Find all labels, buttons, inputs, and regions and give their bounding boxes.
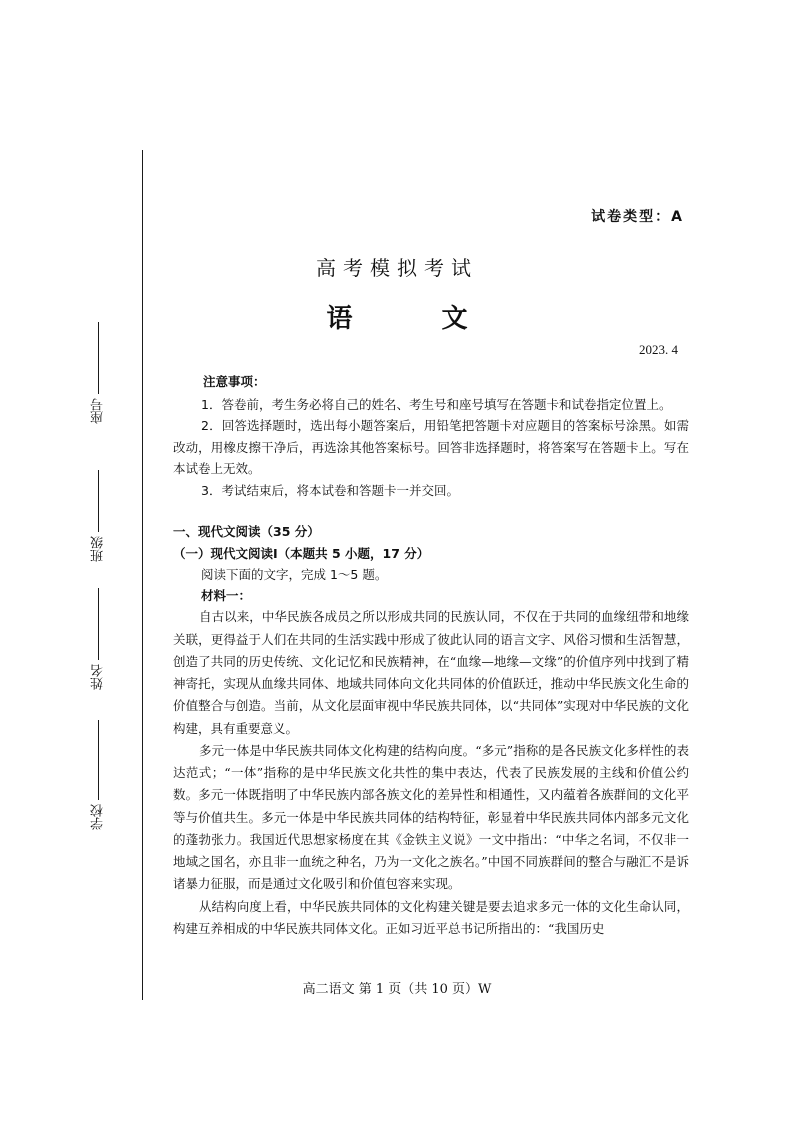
subject-title: 语 文 <box>326 304 508 334</box>
name-field <box>68 588 128 690</box>
school-field <box>68 720 128 830</box>
paper-type: 试卷类型：A <box>591 209 684 225</box>
seat-label: 座号 <box>90 398 106 424</box>
class-field <box>68 470 128 562</box>
passage-paragraph: 多元一体是中华民族共同体文化构建的结构向度。“多元”指称的是各民族文化多样性的表达范式；“一体”指称的是中华民族文化共性的集中表达，代表了民族发展的主线和价值公约数。多元一体既指明了中华民族内部各族文化的差异性和相通性，又内蕴着各族群间的文化平等与价值共生。多元一体是中华民族共同体的结构特征，彰显着中华民族共同体内部多元文化的蓬勃张力。我国近代思想家杨度在其《金铁主义说》一文中指出：“中华之名词，不仅非一地域之国名，亦且非一血统之种名，乃为一文化之族名。”中国不同族群间的整合与融汇不是诉诸暴力征服，而是通过文化吸引和价值包容来实现。 <box>173 742 689 892</box>
name-label: 姓名 <box>90 664 106 690</box>
notice-title: 注意事项： <box>203 374 266 389</box>
material-label: 材料一： <box>201 588 252 603</box>
seat-field <box>68 322 128 424</box>
exam-content <box>173 372 689 940</box>
page-footer: 高二语文 第 1 页（共 10 页）W <box>302 982 492 997</box>
notice-item: 2．回答选择题时，选出每小题答案后，用铅笔把答题卡对应题目的答案标号涂黑。如需改动，用橡皮擦干净后，再选涂其他答案标号。回答非选择题时，将答案写在答题卡上。写在本试卷上无效。 <box>173 418 689 477</box>
notice-item: 1．答卷前，考生务必将自己的姓名、考生号和座号填写在答题卡和试卷指定位置上。 <box>201 396 672 412</box>
school-underline <box>98 720 99 800</box>
notice-item: 3．考试结束后，将本试卷和答题卡一并交回。 <box>201 482 459 498</box>
exam-date: 2023. 4 <box>639 342 678 357</box>
class-label: 班级 <box>90 536 106 562</box>
section-title: 一、现代文阅读（35 分） <box>173 524 320 540</box>
class-underline <box>98 470 99 532</box>
section-subtitle: （一）现代文阅读Ⅰ（本题共 5 小题，17 分） <box>173 545 430 561</box>
passage-paragraph: 自古以来，中华民族各成员之所以形成共同的民族认同，不仅在于共同的血缘纽带和地缘关联，更得益于人们在共同的生活实践中形成了彼此认同的语言文字、风俗习惯和生活智慧，创造了共同的历史传统、文化记忆和民族精神，在“血缘—地缘—文缘”的价值序列中找到了精神寄托，实现从血缘共同体、地域共同体向文化共同体的价值跃迁，推动中华民族文化生命的价值整合与创造。当前，从文化层面审视中华民族共同体，以“共同体”实现对中华民族的文化构建，具有重要意义。 <box>173 609 689 736</box>
reading-instruction: 阅读下面的文字，完成 1～5 题。 <box>201 566 388 582</box>
name-underline <box>98 588 99 660</box>
passage-paragraph: 从结构向度上看，中华民族共同体的文化构建关键是要去追求多元一体的文化生命认同，构建互养相成的中华民族共同体文化。正如习近平总书记所指出的：“我国历史 <box>173 898 689 936</box>
exam-title: 高考模拟考试 <box>316 256 478 280</box>
school-label: 学校 <box>90 804 106 830</box>
